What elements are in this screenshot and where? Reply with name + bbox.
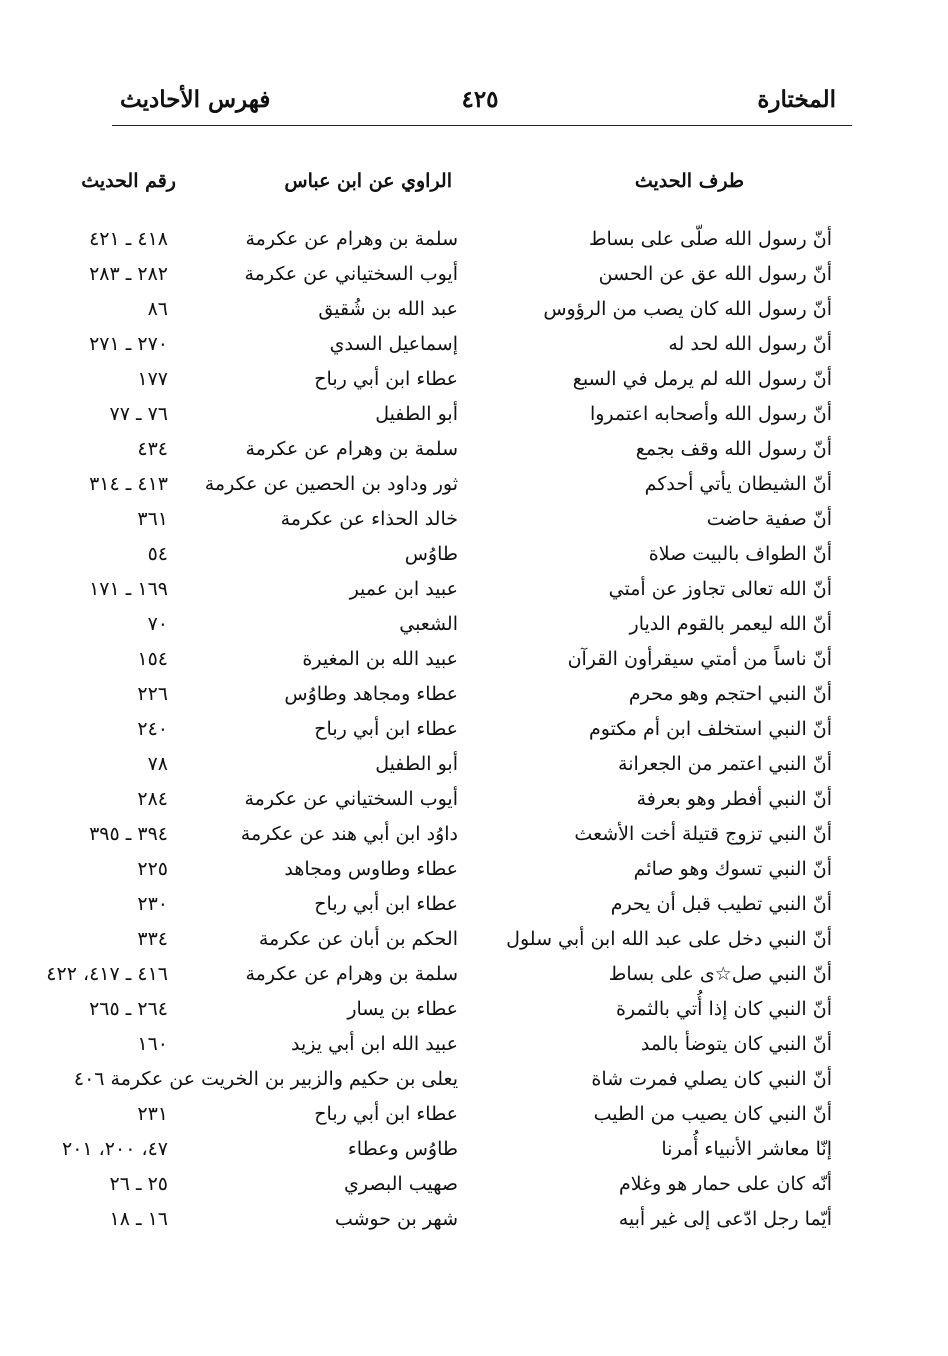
page-header [0, 0, 948, 140]
narrator-cell: شهر بن حوشب [334, 1208, 458, 1230]
table-row [0, 572, 948, 607]
table-row [0, 467, 948, 502]
hadith-number-cell: ٧٠ [147, 613, 168, 635]
hadith-number-cell: ١٧٧ [137, 368, 168, 390]
hadith-number-cell: ١٦ ـ ١٨ [109, 1208, 168, 1230]
hadith-cell: أنّ ناساً من أمتي سيقرأون القرآن [567, 648, 832, 670]
narrator-cell: عطاء ابن أبي رباح [314, 718, 458, 740]
hadith-cell: أنّ الطواف بالبيت صلاة [648, 543, 832, 565]
hadith-cell: أنّ النبي كان يتوضأ بالمد [640, 1033, 832, 1055]
narrator-cell: ثور وداود بن الحصين عن عكرمة [204, 473, 458, 495]
hadith-number-cell: ٤٧، ٢٠٠، ٢٠١ [61, 1138, 168, 1160]
table-row [0, 607, 948, 642]
hadith-number-cell: ٣٩٤ ـ ٣٩٥ [89, 823, 168, 845]
hadith-number-cell: ١٦٠ [137, 1033, 168, 1055]
hadith-number-cell: ٢٣٠ [137, 893, 168, 915]
hadith-cell: أنّ النبي استخلف ابن أم مكتوم [588, 718, 832, 740]
hadith-number-cell: ٢٢٦ [137, 683, 168, 705]
narrator-cell: عطاء ومجاهد وطاوُس [284, 683, 458, 705]
header-rule [112, 125, 852, 126]
narrator-cell: أبو الطفيل [375, 753, 458, 775]
index-table [0, 222, 948, 1237]
table-row [0, 327, 948, 362]
hadith-number-cell: ٣٣٤ [137, 928, 168, 950]
hadith-number-cell: ٢٥ ـ ٢٦ [109, 1173, 168, 1195]
hadith-number-cell: ٢٨٢ ـ ٢٨٣ [89, 263, 168, 285]
hadith-number-cell: ٤٣٤ [137, 438, 168, 460]
table-row [0, 677, 948, 712]
hadith-number-cell: ١٥٤ [137, 648, 168, 670]
narrator-cell: عطاء وطاوس ومجاهد [284, 858, 458, 880]
hadith-cell: أنّ النبي كان يصيب من الطيب [593, 1103, 832, 1125]
hadith-cell: أنّ النبي تسوك وهو صائم [633, 858, 832, 880]
hadith-number-cell: ٧٦ ـ ٧٧ [109, 403, 168, 425]
table-row [0, 747, 948, 782]
hadith-cell: أنّ رسول الله وقف بجمع [635, 438, 832, 460]
hadith-number-cell: ٤١٨ ـ ٤٢١ [89, 228, 168, 250]
narrator-cell: عطاء ابن أبي رباح [314, 368, 458, 390]
hadith-cell: أنّ صفية حاضت [706, 508, 832, 530]
narrator-cell: يعلى بن حكيم والزبير بن الخريت عن عكرمة ٤٠٦ [73, 1068, 458, 1090]
table-row [0, 957, 948, 992]
table-row [0, 502, 948, 537]
table-row [0, 992, 948, 1027]
narrator-cell: طاوُس [404, 543, 458, 565]
hadith-number-cell: ٢٤٠ [137, 718, 168, 740]
table-row [0, 257, 948, 292]
narrator-cell: عبيد ابن عمير [349, 578, 458, 600]
hadith-number-cell: ٤١٣ ـ ٣١٤ [89, 473, 168, 495]
hadith-number-cell: ٨٦ [147, 298, 168, 320]
hadith-cell: أنّ رسول الله لحد له [668, 333, 832, 355]
book-title: المختارة [757, 86, 836, 113]
hadith-number-cell: ٢٦٤ ـ ٢٦٥ [89, 998, 168, 1020]
narrator-cell: سلمة بن وهرام عن عكرمة [245, 228, 458, 250]
table-row [0, 922, 948, 957]
table-row [0, 397, 948, 432]
table-row [0, 782, 948, 817]
table-row [0, 222, 948, 257]
narrator-cell: خالد الحذاء عن عكرمة [280, 508, 458, 530]
hadith-cell: أنّ النبي احتجم وهو محرم [628, 683, 832, 705]
hadith-number-cell: ١٦٩ ـ ١٧١ [89, 578, 168, 600]
hadith-number-cell: ٢٣١ [137, 1103, 168, 1125]
hadith-cell: أنّ النبي صل☆ى على بساط [608, 963, 832, 985]
narrator-cell: عبيد الله بن المغيرة [302, 648, 458, 670]
hadith-number-cell: ٢٨٤ [137, 788, 168, 810]
table-row [0, 642, 948, 677]
hadith-cell: أنّ النبي تطيب قبل أن يحرم [610, 893, 832, 915]
narrator-cell: سلمة بن وهرام عن عكرمة [245, 963, 458, 985]
hadith-cell: أنّه كان على حمار هو وغلام [619, 1173, 832, 1195]
hadith-number-cell: ٤١٦ ـ ٤١٧، ٤٢٢ [46, 963, 168, 985]
column-header-narrator: الراوي عن ابن عباس [284, 170, 452, 192]
table-row [0, 852, 948, 887]
narrator-cell: الشعبي [399, 613, 458, 635]
table-row [0, 1202, 948, 1237]
narrator-cell: أيوب السختياني عن عكرمة [244, 788, 458, 810]
column-header-number: رقم الحديث [81, 170, 176, 192]
hadith-number-cell: ٧٨ [147, 753, 168, 775]
hadith-cell: أيّما رجل ادّعى إلى غير أبيه [618, 1208, 832, 1230]
hadith-number-cell: ٥٤ [147, 543, 168, 565]
table-row [0, 432, 948, 467]
hadith-cell: أنّ الله تعالى تجاوز عن أمتي [608, 578, 832, 600]
hadith-cell: إنّا معاشر الأنبياء أُمرنا [661, 1138, 832, 1160]
hadith-cell: أنّ النبي كان يصلي فمرت شاة [591, 1068, 832, 1090]
narrator-cell: أبو الطفيل [375, 403, 458, 425]
hadith-cell: أنّ النبي اعتمر من الجعرانة [618, 753, 832, 775]
narrator-cell: داوُد ابن أبي هند عن عكرمة [240, 823, 458, 845]
narrator-cell: سلمة بن وهرام عن عكرمة [245, 438, 458, 460]
hadith-cell: أنّ النبي تزوج قتيلة أخت الأشعث [574, 823, 832, 845]
section-title: فهرس الأحاديث [120, 86, 271, 113]
table-row [0, 1027, 948, 1062]
table-row [0, 712, 948, 747]
hadith-cell: أنّ النبي دخل على عبد الله ابن أبي سلول [506, 928, 832, 950]
table-row [0, 1097, 948, 1132]
narrator-cell: عطاء بن يسار [347, 998, 458, 1020]
hadith-cell: أنّ رسول الله لم يرمل في السبع [572, 368, 832, 390]
table-row [0, 1167, 948, 1202]
narrator-cell: الحكم بن أبان عن عكرمة [258, 928, 458, 950]
narrator-cell: عطاء ابن أبي رباح [314, 893, 458, 915]
table-row [0, 817, 948, 852]
hadith-cell: أنّ رسول الله كان يصب من الرؤوس [543, 298, 832, 320]
narrator-cell: صهيب البصري [344, 1173, 458, 1195]
hadith-cell: أنّ رسول الله وأصحابه اعتمروا [589, 403, 832, 425]
page-number: ٤٢٥ [461, 86, 499, 113]
hadith-number-cell: ٣٦١ [137, 508, 168, 530]
column-header-hadith: طرف الحديث [634, 170, 744, 192]
narrator-cell: إسماعيل السدي [329, 333, 458, 355]
hadith-cell: أنّ الله ليعمر بالقوم الديار [629, 613, 832, 635]
hadith-cell: أنّ رسول الله صلّى على بساط [588, 228, 832, 250]
table-row [0, 362, 948, 397]
narrator-cell: طاوُس وعطاء [347, 1138, 458, 1160]
hadith-cell: أنّ الشيطان يأتي أحدكم [644, 473, 832, 495]
narrator-cell: عبد الله بن شُقيق [318, 298, 458, 320]
hadith-cell: أنّ النبي أفطر وهو بعرفة [636, 788, 832, 810]
hadith-number-cell: ٢٧٠ ـ ٢٧١ [89, 333, 168, 355]
narrator-cell: عطاء ابن أبي رباح [314, 1103, 458, 1125]
narrator-cell: أيوب السختياني عن عكرمة [244, 263, 458, 285]
narrator-cell: عبيد الله ابن أبي يزيد [291, 1033, 458, 1055]
table-row [0, 1062, 948, 1097]
hadith-number-cell: ٢٢٥ [137, 858, 168, 880]
table-row [0, 537, 948, 572]
table-row [0, 887, 948, 922]
hadith-cell: أنّ رسول الله عق عن الحسن [598, 263, 832, 285]
table-row [0, 292, 948, 327]
hadith-cell: أنّ النبي كان إذا أُتي بالثمرة [615, 998, 832, 1020]
table-row [0, 1132, 948, 1167]
